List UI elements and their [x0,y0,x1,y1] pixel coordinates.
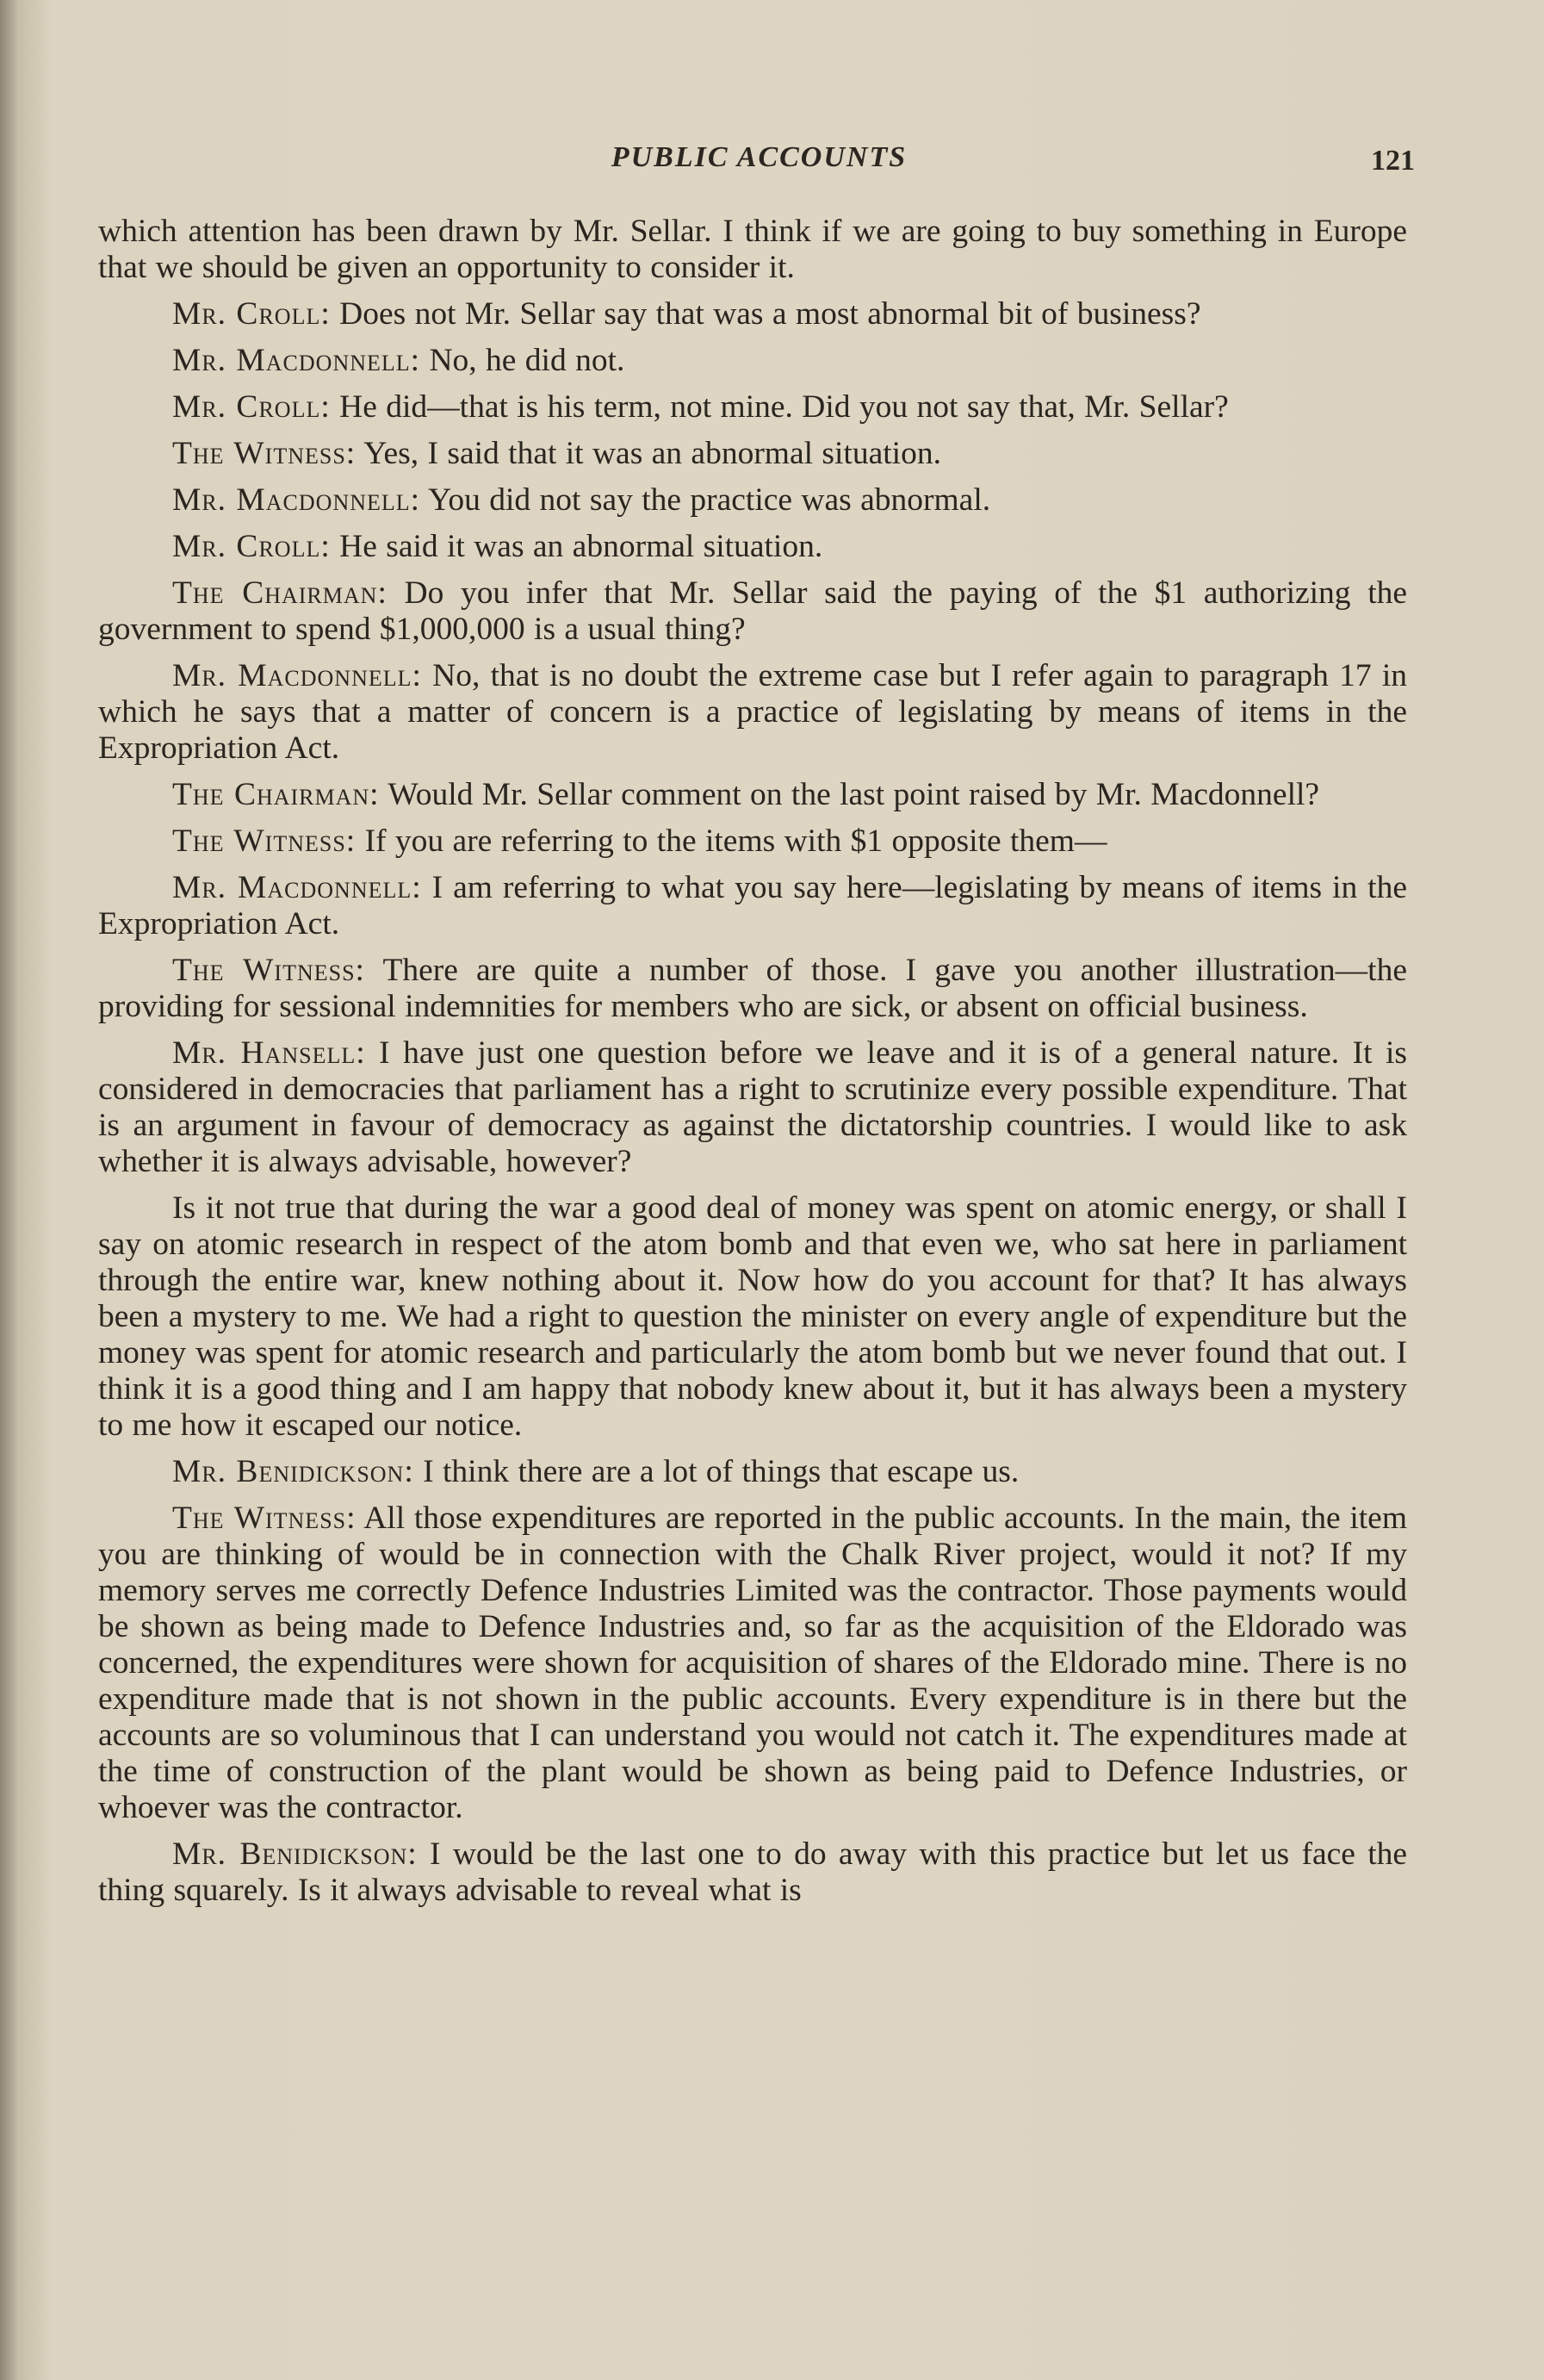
paragraph-text: Do you infer that Mr. Sellar said the paying of the $1 authorizing the government to spend $1,000,000 is a usual thing? [98,575,1408,647]
speaker-name: Mr. Macdonnell: [172,482,421,518]
paragraph [98,823,1407,860]
paragraph [98,1836,1407,1909]
paragraph-text: If you are referring to the items with $1 opposite them— [364,823,1107,859]
speaker-name: The Witness: [172,1501,357,1536]
paragraph-text: He said it was an abnormal situation. [339,529,823,564]
paragraph [98,296,1407,332]
paragraph-text: Does not Mr. Sellar say that was a most abnormal bit of business? [339,296,1201,332]
paragraph-text: Would Mr. Sellar comment on the last point raised by Mr. Macdonnell? [388,777,1320,812]
page-binding-shadow [0,0,19,2380]
paragraph [98,1454,1407,1490]
speaker-name: Mr. Macdonnell: [172,658,422,693]
paragraph [98,482,1407,519]
page-header-title: PUBLIC ACCOUNTS [611,141,908,173]
paragraph-text: I think there are a lot of things that escape us. [423,1454,1020,1489]
paragraph [98,953,1407,1025]
paragraph [98,389,1407,426]
paragraph [98,1190,1407,1444]
paragraph-text: All those expenditures are reported in the public accounts. In the main, the item you are thinking of would be in connection with the Chalk River project, would it not? If my memory serves me correctly Defence Industries Limited was the contractor. Those payments would be shown as being made to Defence Industries and, so far as the acquisition of the Eldorado was concerned, the expenditures were shown for acquisition of shares of the Eldorado mine. There is no expenditure made that is not shown in the public accounts. Every expenditure is in there but the accounts are so voluminous that I can understand you would not catch it. The expenditures made at the time of construction of the plant would be shown as being paid to Defence Industries, or whoever was the contractor. [98,1501,1407,1825]
speaker-name: Mr. Macdonnell: [172,343,421,378]
paragraph [98,777,1407,813]
speaker-name: Mr. Benidickson: [172,1836,418,1872]
paragraph [98,1501,1407,1826]
speaker-name: Mr. Croll: [172,529,331,564]
speaker-name: The Witness: [172,823,357,859]
speaker-name: Mr. Benidickson: [172,1454,414,1489]
paragraph [98,658,1407,767]
paragraph-text: I would be the last one to do away with this practice but let us face the thing squarely. Is it always advisable to reveal what is [98,1836,1408,1908]
paragraph [98,575,1407,648]
paragraph-text: You did not say the practice was abnormal. [428,482,991,518]
paragraph [98,436,1407,472]
transcript-body [98,214,1407,1919]
speaker-name: The Witness: [172,436,357,471]
speaker-name: Mr. Hansell: [172,1035,366,1071]
speaker-name: The Chairman: [172,777,380,812]
paragraph [98,1035,1407,1180]
paragraph-text: Yes, I said that it was an abnormal situation. [363,436,941,471]
speaker-name: The Chairman: [172,575,388,611]
paragraph [98,214,1407,286]
paragraph-text: No, he did not. [429,343,625,378]
paragraph-text: which attention has been drawn by Mr. Sellar. I think if we are going to buy something in Europe that we should be given an opportunity to consider it. [98,214,1407,285]
paragraph [98,870,1407,942]
page-number: 121 [1371,145,1415,177]
speaker-name: Mr. Macdonnell: [172,870,422,905]
running-head [103,141,1415,179]
speaker-name: The Witness: [172,953,365,988]
paragraph-text: I am referring to what you say here—legislating by means of items in the Expropriation Act. [98,870,1407,941]
paragraph-text: Is it not true that during the war a good deal of money was spent on atomic energy, or shall I say on atomic research in respect of the atom bomb and that even we, who sat here in parliament through the entire war, knew nothing about it. Now how do you account for that? It has always been a mystery to me. We had a right to question the minister on every angle of expenditure but the money was spent for atomic research and particularly the atom bomb but we never found that out. I think it is a good thing and I am happy that nobody knew about it, but it has always been a mystery to me how it escaped our notice. [98,1190,1407,1443]
speaker-name: Mr. Croll: [172,389,331,425]
paragraph-text: I have just one question before we leave and it is of a general nature. It is considered in democracies that parliament has a right to scrutinize every possible expenditure. That is an argument in favour of democracy as against the dictatorship countries. I would like to ask whether it is always advisable, however? [98,1035,1408,1179]
paragraph-text: He did—that is his term, not mine. Did you not say that, Mr. Sellar? [339,389,1229,425]
paragraph-text: No, that is no doubt the extreme case but I refer again to paragraph 17 in which he says that a matter of concern is a practice of legislating by means of items in the Expropriation Act. [98,658,1407,766]
paragraph [98,529,1407,565]
speaker-name: Mr. Croll: [172,296,331,332]
paragraph-text: There are quite a number of those. I gave you another illustration—the providing for sessional indemnities for members who are sick, or absent on official business. [98,953,1407,1024]
paragraph [98,343,1407,379]
